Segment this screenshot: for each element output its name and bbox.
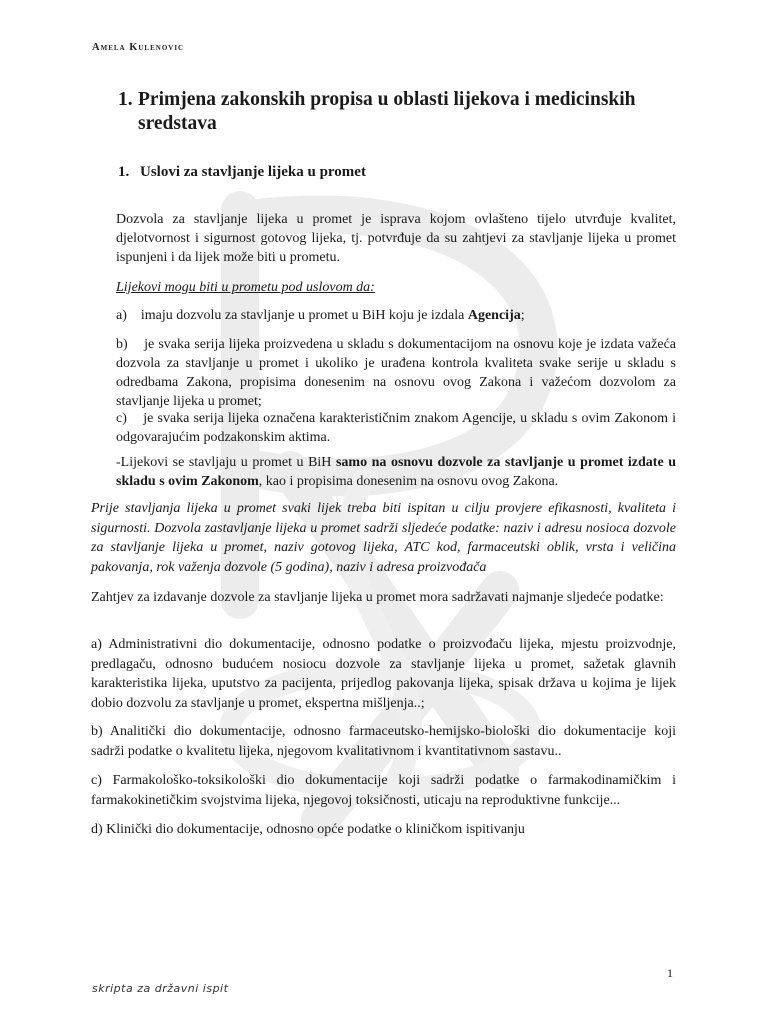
italic-paragraph: Prije stavljanja lijeka u promet svaki lijek treba biti ispitan u cilju provjere efikasnosti, kvaliteta i sigurnosti. Dozvola zastavljanje lijeka u promet sadrži sljedeće podatke: naziv i adresu nosioca dozvole za stavljanje lijeka u promet, naziv gotovog lijeka, ATC kod, farmaceutski oblik, vrsta i veličina pakovanja, rok važenja dozvole (5 godina), naziv i adresa proizvođača <box>91 501 676 575</box>
section-number: 1. <box>118 164 130 180</box>
condition-a-text: a) imaju dozvolu za stavljanje u promet u BiH koju je izdala <box>116 308 468 323</box>
section-title: Uslovi za stavljanje lijeka u promet <box>140 164 366 180</box>
condition-a-end: ; <box>520 308 525 323</box>
page-title <box>118 88 698 136</box>
condition-d-start: -Lijekovi se stavljaju u promet u BiH <box>116 455 336 470</box>
conditions-heading: Lijekovi mogu biti u prometu pod uslovom da: <box>116 280 375 295</box>
header-author: Amela Kulenovic <box>92 42 185 53</box>
request-paragraph: Zahtjev za izdavanje dozvole za stavljanje lijeka u promet mora sadržavati najmanje sljedeće podatke: <box>91 590 664 605</box>
condition-b: b) je svaka serija lijeka proizvedena u skladu s dokumentacijom na osnovu koje je izdata važeća dozvola za stavljanje u promet i ukoliko je urađena kontrola kvaliteta svake serije u skladu s odredbama Zakona, propisima donesenim na osnovu ovog Zakona i važećom dozvolom za stavljanje lijeka u promet; <box>116 337 680 409</box>
request-item-c: c) Farmakološko-toksikološki dio dokumentacije koji sadrži podatke o farmakodinamičkim i farmakokinetičkim svojstvima lijeka, njegovoj toksičnosti, uticaju na reproduktivne funkcije... <box>91 773 676 808</box>
title-number: 1. <box>118 89 133 110</box>
condition-a-bold: Agencija <box>467 308 521 323</box>
condition-d <box>116 453 676 491</box>
request-item-a: a) Administrativni dio dokumentacije, odnosno podatke o proizvođaču lijeka, mjestu proizvodnje, predlagaču, odnosno budućem nosiocu dozvole za stavljanje lijeka u promet, sažetak glavnih karakteristika lijeka, uputstvo za pacijenta, prijedlog pakovanja lijeka, spisak država u kojima je lijek dobio dozvolu za stavljanje u promet, ekspertna mišljenja..; <box>91 637 676 711</box>
intro-paragraph: Dozvola za stavljanje lijeka u promet je isprava kojom ovlašteno tijelo utvrđuje kvalitet, djelotvornost i sigurnost gotovog lijeka, tj. potvrđuje da su zahtjevi za stavljanje lijeka u promet ispunjeni i da lijek može biti u prometu. <box>116 212 676 265</box>
request-item-b: b) Analitički dio dokumentacije, odnosno farmaceutsko-hemijsko-biološki dio dokumentacije koji sadrži podatke o kvalitetu lijeka, njegovom kvalitativnom i kvantitativnom sastavu.. <box>91 724 676 759</box>
footer-text: skripta za državni ispit <box>92 982 229 995</box>
condition-a <box>116 306 676 325</box>
title-text: Primjena zakonskih propisa u oblasti lijekova i medicinskih sredstava <box>138 89 636 134</box>
condition-c: c) je svaka serija lijeka označena karakterističnim znakom Agencije, u skladu s ovim Zakonom i odgovarajućim podzakonskim aktima. <box>116 411 680 445</box>
condition-d-end: , kao i propisima donesenim na osnovu ovog Zakona. <box>258 474 559 489</box>
condition-d-bold: samo na osnovu dozvole za stavljanje u promet izdate u skladu s ovim Zakonom <box>116 455 677 489</box>
page-number: 1 <box>667 966 673 980</box>
request-item-d: d) Klinički dio dokumentacije, odnosno opće podatke o kliničkom ispitivanju <box>91 822 525 837</box>
section-heading <box>118 164 366 181</box>
